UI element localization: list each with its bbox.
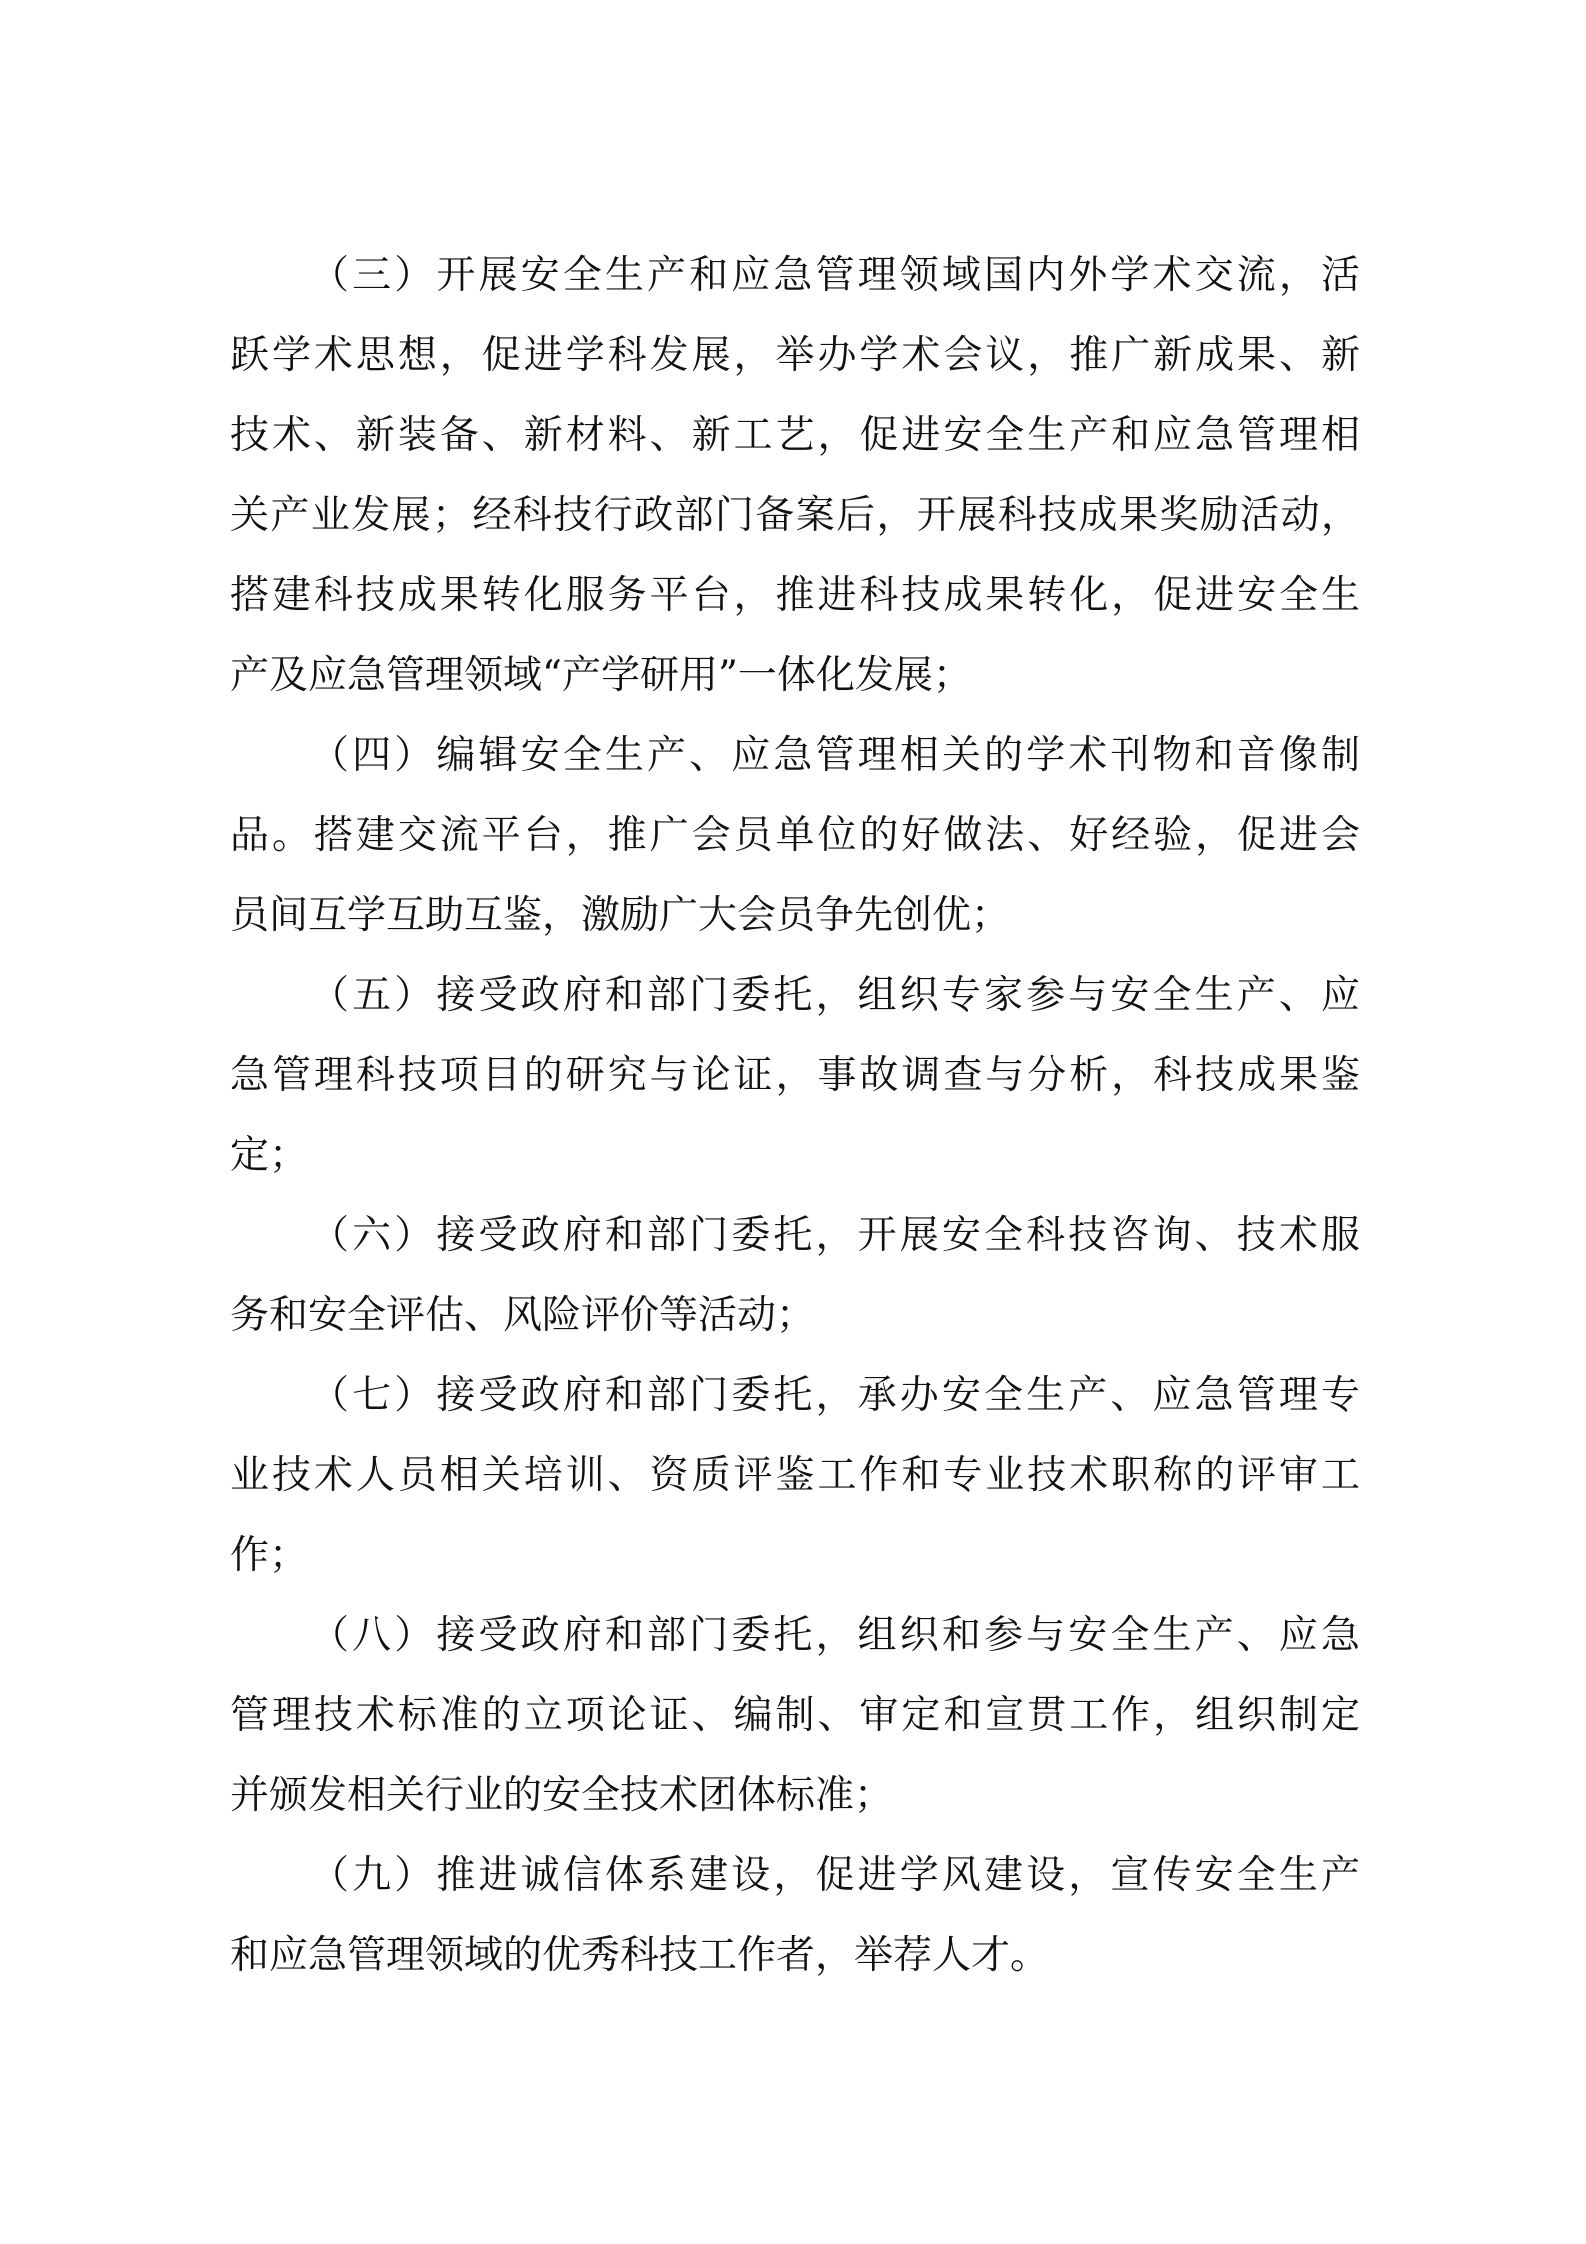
paragraph-line: （三）开展安全生产和应急管理领域国内外学术交流，活: [310, 253, 1360, 298]
document-body: [230, 236, 1360, 1996]
paragraph-line: 管理技术标准的立项论证、编制、审定和宣贯工作，组织制定: [230, 1693, 1360, 1738]
paragraph-item-8: [230, 1596, 1360, 1836]
paragraph-item-6: [230, 1196, 1360, 1356]
paragraph-line: （六）接受政府和部门委托，开展安全科技咨询、技术服: [310, 1213, 1360, 1258]
paragraph-line: 关产业发展；经科技行政部门备案后，开展科技成果奖励活动，: [230, 493, 1360, 538]
paragraph-line: 产及应急管理领域“产学研用”一体化发展；: [230, 653, 972, 698]
paragraph-line: 急管理科技项目的研究与论证，事故调查与分析，科技成果鉴: [230, 1053, 1360, 1098]
paragraph-item-7: [230, 1356, 1360, 1596]
paragraph-line: 员间互学互助互鉴，激励广大会员争先创优；: [230, 893, 1011, 938]
paragraph-line: 务和安全评估、风险评价等活动；: [230, 1293, 816, 1338]
paragraph-line: 品。搭建交流平台，推广会员单位的好做法、好经验，促进会: [230, 813, 1360, 858]
paragraph-item-3: [230, 236, 1360, 716]
paragraph-line: 技术、新装备、新材料、新工艺，促进安全生产和应急管理相: [230, 413, 1360, 458]
paragraph-line: （七）接受政府和部门委托，承办安全生产、应急管理专: [310, 1373, 1360, 1418]
paragraph-line: （九）推进诚信体系建设，促进学风建设，宣传安全生产: [310, 1853, 1360, 1898]
paragraph-line: （五）接受政府和部门委托，组织专家参与安全生产、应: [310, 973, 1360, 1018]
paragraph-line: 业技术人员相关培训、资质评鉴工作和专业技术职称的评审工: [230, 1453, 1360, 1498]
paragraph-item-4: [230, 716, 1360, 956]
paragraph-line: 定；: [230, 1133, 309, 1178]
paragraph-line: 并颁发相关行业的安全技术团体标准；: [230, 1773, 894, 1818]
paragraph-item-5: [230, 956, 1360, 1196]
paragraph-line: 跃学术思想，促进学科发展，举办学术会议，推广新成果、新: [230, 333, 1360, 378]
paragraph-line: 作；: [230, 1533, 309, 1578]
paragraph-line: 搭建科技成果转化服务平台，推进科技成果转化，促进安全生: [230, 573, 1360, 618]
paragraph-line: （八）接受政府和部门委托，组织和参与安全生产、应急: [310, 1613, 1360, 1658]
paragraph-line: （四）编辑安全生产、应急管理相关的学术刊物和音像制: [310, 733, 1360, 778]
paragraph-line: 和应急管理领域的优秀科技工作者，举荐人才。: [230, 1933, 1050, 1978]
paragraph-item-9: [230, 1836, 1360, 1996]
